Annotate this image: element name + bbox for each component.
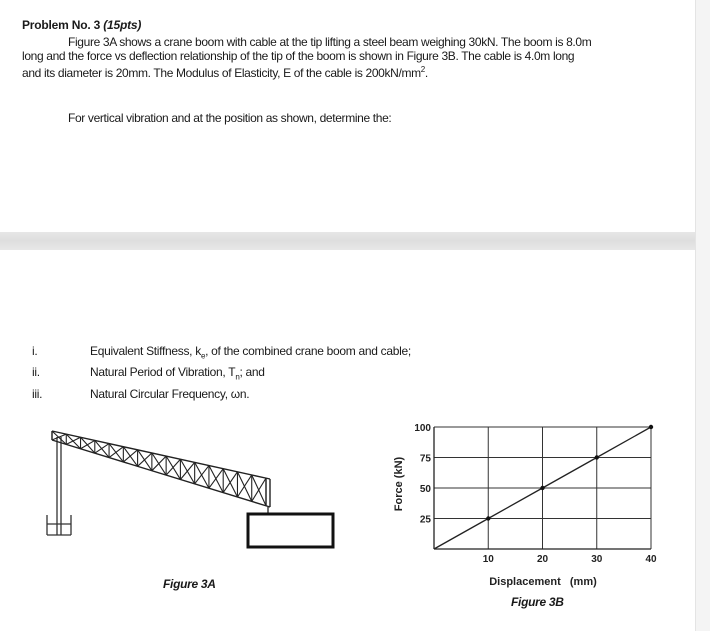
chart-series bbox=[434, 425, 653, 549]
problem-heading-title: Problem No. 3 bbox=[22, 18, 101, 32]
subscript: e bbox=[200, 351, 206, 361]
y-tick-label: 100 bbox=[414, 423, 431, 434]
x-tick-label: 40 bbox=[645, 554, 657, 565]
data-point bbox=[486, 516, 490, 520]
subscript: n bbox=[235, 372, 240, 382]
question-number: i. bbox=[32, 344, 38, 358]
x-tick-label: 30 bbox=[591, 554, 603, 565]
question-number: ii. bbox=[32, 365, 40, 380]
statement-line-3: and its diameter is 20mm. The Modulus of Elasticity, E of the cable is 200kN/mm bbox=[22, 66, 421, 80]
data-point bbox=[595, 455, 599, 459]
y-tick-label: 50 bbox=[419, 484, 431, 495]
chart-x-axis-label: Displacement (mm) bbox=[489, 576, 597, 588]
y-tick-label: 25 bbox=[419, 514, 431, 526]
figure-3b-caption: Figure 3B bbox=[511, 595, 564, 609]
question-text-tail: , of the combined crane boom and cable; bbox=[205, 344, 411, 358]
data-point bbox=[540, 486, 544, 490]
data-point bbox=[649, 425, 653, 429]
question-text-main: Natural Circular Frequency, ωn. bbox=[90, 386, 250, 401]
instruction-text: For vertical vibration and at the position as shown, determine the: bbox=[68, 111, 392, 125]
chart-y-axis-label: Force (kN) bbox=[393, 456, 405, 512]
statement-end: . bbox=[424, 66, 428, 80]
question-text-main: Equivalent Stiffness, k bbox=[90, 344, 201, 358]
question-number: iii. bbox=[32, 386, 43, 401]
x-tick-label: 20 bbox=[536, 554, 549, 565]
question-text-main: Natural Period of Vibration, T bbox=[90, 365, 236, 380]
question-text-tail: ; and bbox=[239, 365, 265, 380]
figure-3a-caption: Figure 3A bbox=[163, 577, 216, 591]
superscript-two: 2 bbox=[420, 65, 425, 74]
statement-line-1: Figure 3A shows a crane boom with cable at the tip lifting a steel beam weighing 30kN. The boom is 8.0m bbox=[68, 35, 592, 49]
statement-line-2: long and the force vs deflection relationship of the tip of the boom is shown in Figure 3B. The cable is 4.0m long bbox=[22, 48, 575, 63]
y-tick-label: 75 bbox=[419, 453, 431, 465]
x-tick-label: 10 bbox=[482, 554, 494, 565]
problem-heading-points: (15pts) bbox=[103, 18, 142, 32]
